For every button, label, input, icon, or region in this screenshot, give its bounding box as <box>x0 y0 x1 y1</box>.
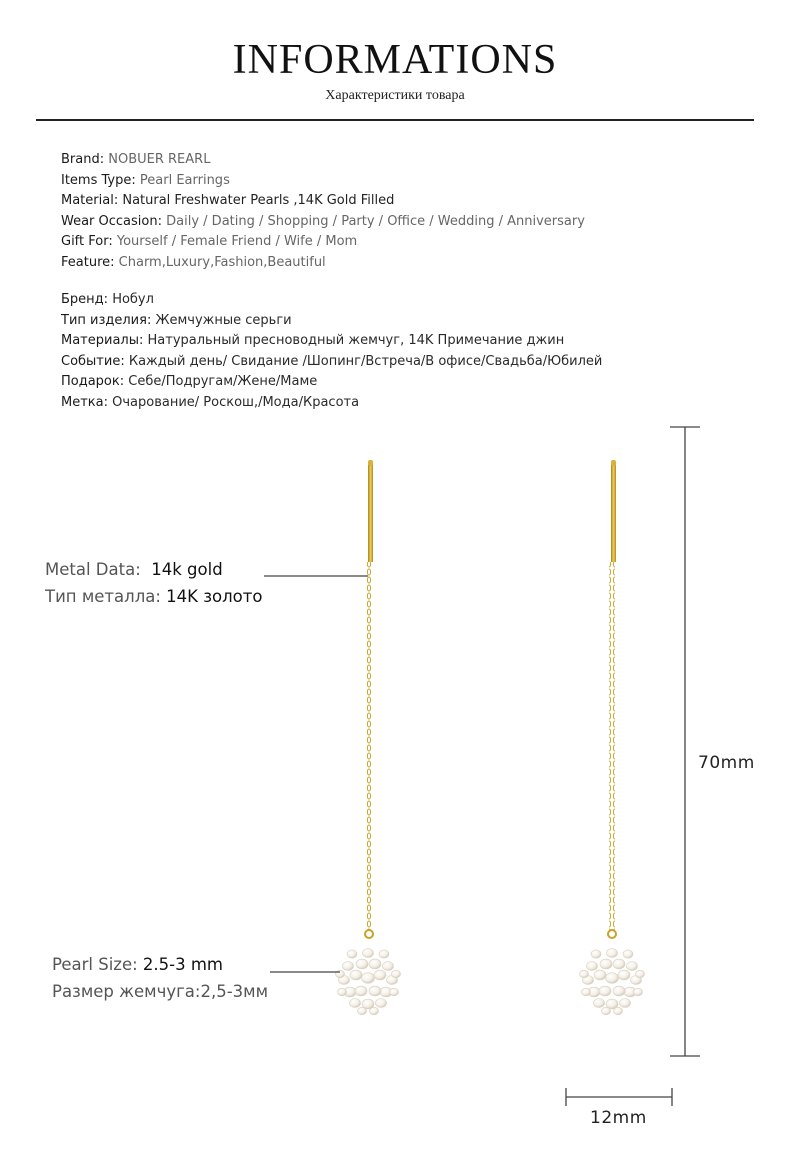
pearl-bead <box>594 998 605 1007</box>
width-label: 12mm <box>590 1108 647 1128</box>
pearl-bead <box>613 959 625 969</box>
pearl-bead <box>623 950 633 958</box>
pearl-bead <box>369 986 381 996</box>
pearl-bead <box>362 973 375 984</box>
pearl-bead <box>613 986 625 996</box>
pearl-bead <box>350 970 362 980</box>
pearl-bead <box>350 998 361 1007</box>
pearl-bead <box>614 1007 623 1014</box>
metal-data-callout <box>45 556 262 610</box>
width-dimension-marker <box>566 1088 672 1106</box>
length-label: 70mm <box>698 753 755 773</box>
length-dimension-marker <box>670 427 700 1056</box>
pearl-bead <box>347 950 357 958</box>
pearl-bead <box>390 988 399 995</box>
pearl-bead <box>580 970 589 977</box>
spec-row-brand-ru: Бренд: Нобул <box>61 292 154 307</box>
pearl-bead <box>363 948 374 957</box>
pearl-size-ru: Размер жемчуга:2,5-3мм <box>52 982 269 1001</box>
right-earring <box>580 460 645 1015</box>
right-chain <box>609 562 615 930</box>
pearl-bead <box>599 986 611 996</box>
spec-row-items-type-ru: Тип изделия: Жемчужные серьги <box>61 312 292 328</box>
pearl-bead <box>338 988 347 995</box>
pearl-bead <box>620 998 631 1007</box>
pearl-bead <box>370 1007 379 1014</box>
pearl-bead <box>356 959 368 969</box>
spec-row-gift-for: Gift For: Yourself / Female Friend / Wife / Mom <box>61 234 358 250</box>
pearl-bead <box>374 970 386 980</box>
spec-row-wear-occasion: Wear Occasion: Daily / Dating / Shopping / Party / Office / Wedding / Anniversary <box>61 213 585 229</box>
pearl-bead <box>376 998 387 1007</box>
pearl-bead <box>627 961 638 970</box>
spec-row-material-ru: Материалы: Натуральный пресноводный жемчуг, 14K Примечание джин <box>61 333 565 349</box>
spec-row-brand: Brand: NOBUER REARL <box>61 152 211 167</box>
pearl-bead <box>606 973 619 984</box>
pearl-size-en: Pearl Size: 2.5-3 mm <box>52 955 224 974</box>
pearl-bead <box>383 961 394 970</box>
left-post <box>368 462 373 562</box>
spec-row-gift-ru: Подарок: Себе/Подругам/Жене/Маме <box>61 374 318 390</box>
spec-row-material: Material: Natural Freshwater Pearls ,14K Gold Filled <box>61 193 395 209</box>
right-post-tip <box>611 460 616 466</box>
page-title: INFORMATIONS <box>232 37 558 83</box>
pearl-bead <box>602 1007 611 1014</box>
right-post <box>611 462 616 562</box>
pearl-bead <box>587 961 598 970</box>
page-subtitle: Характеристики товара <box>325 88 465 103</box>
left-jump-ring <box>365 930 373 938</box>
right-jump-ring <box>608 930 616 938</box>
spec-row-feature-ru: Метка: Очарование/ Роскош,/Мода/Красота <box>61 394 360 410</box>
left-post-tip <box>368 460 373 466</box>
left-pearl-cluster <box>336 948 401 1014</box>
right-pearl-cluster <box>580 948 645 1014</box>
pearl-bead <box>618 970 630 980</box>
pearl-bead <box>358 1007 367 1014</box>
pearl-bead <box>369 959 381 969</box>
pearl-bead <box>343 961 354 970</box>
pearl-bead <box>594 970 606 980</box>
pearl-bead <box>634 988 643 995</box>
metal-data-en: Metal Data: 14k gold <box>45 560 223 579</box>
pearl-bead <box>355 986 367 996</box>
spec-row-feature: Feature: Charm,Luxury,Fashion,Beautiful <box>61 254 326 270</box>
pearl-bead <box>607 948 618 957</box>
pearl-bead <box>582 988 591 995</box>
pearl-bead <box>636 970 645 977</box>
metal-data-ru: Тип металла: 14K золото <box>45 587 263 606</box>
pearl-bead <box>591 950 601 958</box>
spec-row-items-type: Items Type: Pearl Earrings <box>61 172 230 188</box>
left-chain <box>366 562 372 930</box>
left-earring <box>336 460 401 1015</box>
spec-row-occasion-ru: Событие: Каждый день/ Свидание /Шопинг/Встреча/В офисе/Свадьба/Юбилей <box>61 353 603 369</box>
pearl-bead <box>379 950 389 958</box>
pearl-bead <box>392 970 401 977</box>
pearl-bead <box>600 959 612 969</box>
pearl-size-callout <box>52 951 268 1005</box>
